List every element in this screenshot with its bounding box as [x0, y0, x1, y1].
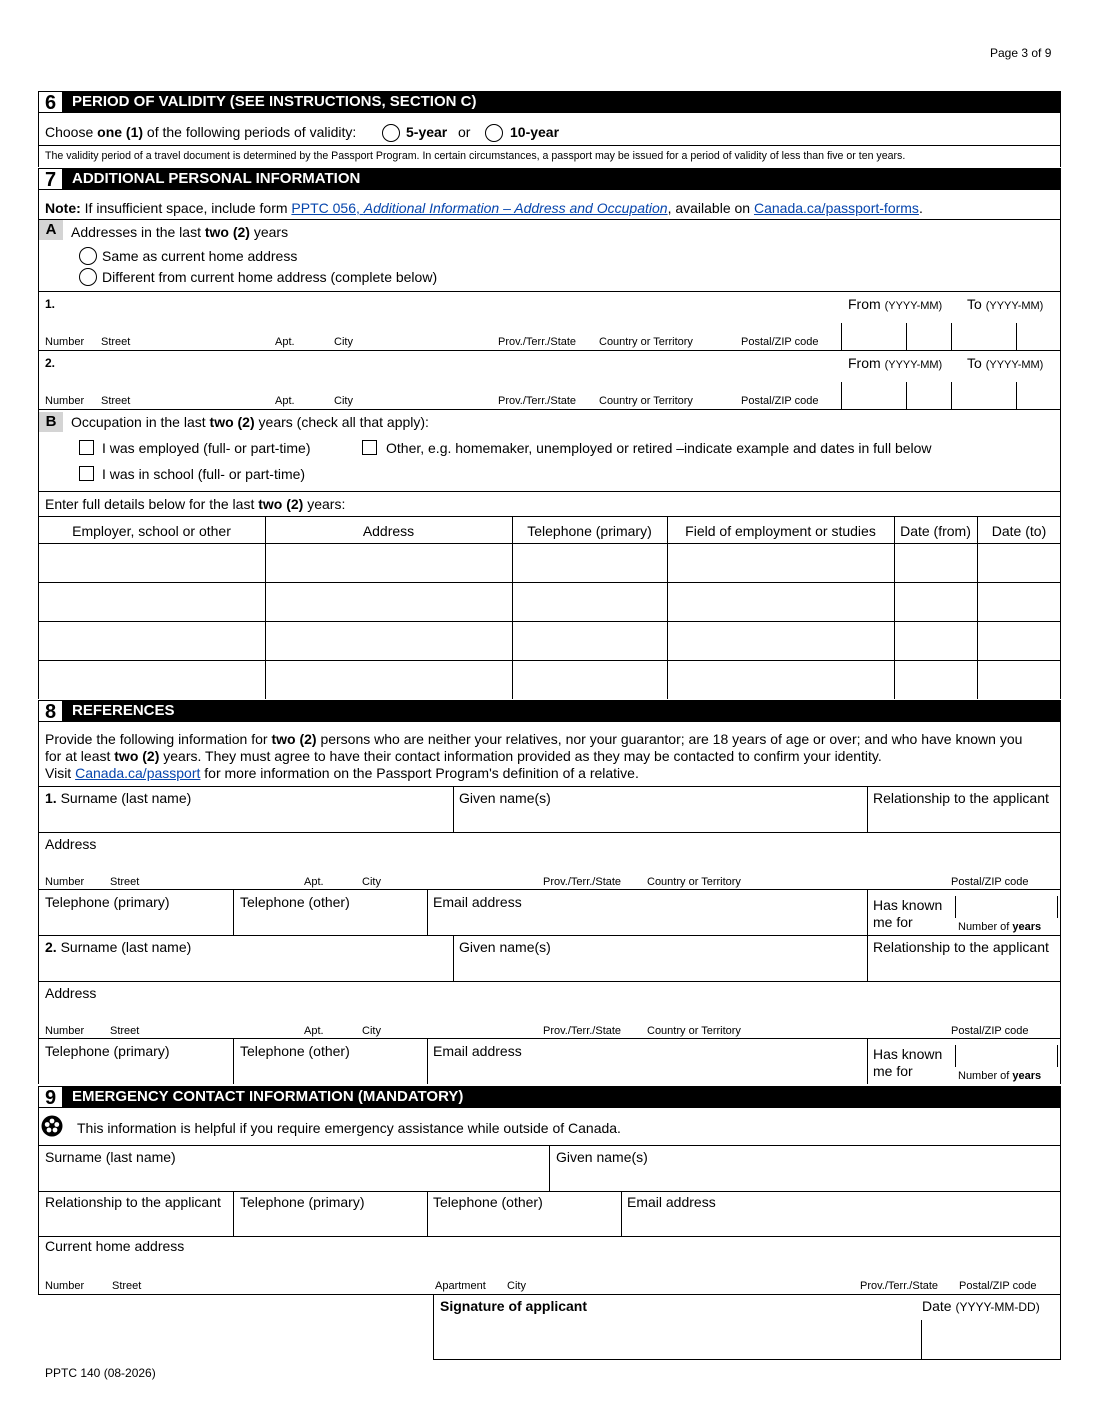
section-number: 8: [38, 700, 63, 722]
from-date-field[interactable]: [842, 382, 950, 408]
radio-same-address[interactable]: [79, 247, 97, 265]
asterisk-circle-icon: [41, 1115, 63, 1137]
addr-country-label: Country or Territory: [599, 395, 693, 407]
reference-surname-label: 2. Surname (last name): [45, 939, 192, 955]
reference-given-name-label: Given name(s): [459, 939, 551, 955]
checkbox-employed[interactable]: [79, 440, 94, 455]
address-row-number: 1.: [45, 297, 56, 311]
addr-postal-label: Postal/ZIP code: [741, 336, 819, 348]
emergency-info-text: This information is helpful if you require emergency assistance while outside of Canada.: [77, 1120, 621, 1136]
addr-postal-label: Postal/ZIP code: [951, 876, 1029, 888]
passport-forms-link[interactable]: Canada.ca/passport-forms: [753, 200, 919, 216]
section-title: PERIOD OF VALIDITY (SEE INSTRUCTIONS, SECTION C): [72, 93, 477, 110]
table-header: Field of employment or studies: [685, 523, 876, 539]
emergency-relationship-label: Relationship to the applicant: [45, 1194, 221, 1210]
table-cell[interactable]: [979, 545, 1059, 579]
from-label: From (YYYY-MM): [848, 355, 943, 371]
addr-street-label: Street: [101, 395, 131, 407]
addr-postal-label: Postal/ZIP code: [959, 1280, 1037, 1292]
reference-relationship-field[interactable]: [868, 955, 1059, 980]
reference-address-field[interactable]: [39, 852, 1059, 874]
has-known-label-2: me for: [873, 914, 913, 930]
from-label: From (YYYY-MM): [848, 296, 943, 312]
reference-relationship-field[interactable]: [868, 806, 1059, 831]
emergency-address-field[interactable]: [39, 1254, 1059, 1278]
table-cell[interactable]: [267, 623, 510, 657]
section-7-header: [38, 168, 1061, 190]
addr-postal-label: Postal/ZIP code: [741, 395, 819, 407]
addr-prov-label: Prov./Terr./State: [498, 336, 577, 348]
subsection-a-label: A: [39, 220, 63, 240]
addr-street-label: Street: [110, 876, 140, 888]
label-or: or: [458, 124, 471, 140]
checkbox-school[interactable]: [79, 466, 94, 481]
reference-surname-label: 1. Surname (last name): [45, 790, 192, 806]
signature-label: Signature of applicant: [440, 1298, 588, 1314]
table-cell[interactable]: [896, 545, 975, 579]
table-cell[interactable]: [896, 662, 975, 696]
occupation-heading: Occupation in the last two (2) years (check all that apply):: [71, 414, 429, 430]
table-cell[interactable]: [40, 662, 263, 696]
page-number: Page 3 of 9: [990, 46, 1052, 60]
other-label: Other, e.g. homemaker, unemployed or retired –indicate example and dates in full below: [386, 440, 932, 456]
label-10-year: 10-year: [510, 124, 560, 140]
reference-given-name-field[interactable]: [454, 806, 866, 831]
table-cell[interactable]: [267, 584, 510, 618]
table-cell[interactable]: [896, 623, 975, 657]
radio-different-address[interactable]: [79, 268, 97, 286]
reference-address-label: Address: [45, 836, 97, 852]
reference-relationship-label: Relationship to the applicant: [873, 790, 1049, 806]
reference-address-label: Address: [45, 985, 97, 1001]
table-header: Date (from): [900, 523, 971, 539]
addr-apt-label: Apt.: [275, 395, 295, 407]
emergency-tel-other-label: Telephone (other): [433, 1194, 543, 1210]
table-cell[interactable]: [40, 584, 263, 618]
addr-prov-label: Prov./Terr./State: [498, 395, 577, 407]
addr-city-label: City: [334, 336, 353, 348]
table-cell[interactable]: [267, 662, 510, 696]
reference-relationship-label: Relationship to the applicant: [873, 939, 1049, 955]
emergency-tel-primary-field[interactable]: [234, 1210, 426, 1235]
signature-field[interactable]: [434, 1316, 920, 1358]
reference-tel-primary-label: Telephone (primary): [45, 1043, 170, 1059]
reference-tel-other-label: Telephone (other): [240, 1043, 350, 1059]
to-label: To (YYYY-MM): [967, 296, 1044, 312]
table-cell[interactable]: [669, 584, 892, 618]
reference-tel-other-field[interactable]: [234, 910, 426, 934]
table-cell[interactable]: [979, 584, 1059, 618]
references-instruction-line2: for at least two (2) years. They must agree to have their contact information provided as they may be contacted to confirm your identity.: [45, 748, 882, 764]
table-cell[interactable]: [669, 545, 892, 579]
emergency-surname-field[interactable]: [39, 1163, 548, 1190]
emergency-email-field[interactable]: [622, 1210, 1059, 1235]
addr-apt-label: Apt.: [304, 1025, 324, 1037]
emergency-tel-primary-label: Telephone (primary): [240, 1194, 365, 1210]
section-title: EMERGENCY CONTACT INFORMATION (MANDATORY): [72, 1088, 464, 1105]
checkbox-other[interactable]: [362, 440, 377, 455]
to-date-field[interactable]: [952, 323, 1059, 349]
references-instruction-line3: Visit Canada.ca/passport for more information on the Passport Program's definition of a relative.: [45, 765, 639, 781]
validity-note: The validity period of a travel document is determined by the Passport Program. In certain circumstances, a passport may be issued for a period of validity of less than five or ten years.: [45, 150, 906, 162]
addr-street-label: Street: [101, 336, 131, 348]
same-address-label: Same as current home address: [102, 248, 298, 264]
section-number: 9: [38, 1086, 63, 1108]
section-6-header: [38, 91, 1061, 113]
number-of-years-label: Number of years: [958, 1070, 1042, 1082]
address-field[interactable]: [60, 295, 835, 339]
table-cell[interactable]: [896, 584, 975, 618]
table-header: Date (to): [991, 523, 1047, 539]
validity-instruction: Choose one (1) of the following periods of validity:: [45, 124, 357, 140]
addresses-heading: Addresses in the last two (2) years: [71, 224, 289, 240]
table-cell[interactable]: [979, 623, 1059, 657]
years-known-field[interactable]: [956, 896, 1056, 918]
references-instruction-line1: Provide the following information for two (2) persons who are neither your relatives, nor your guarantor; are 18 years of age or over; and who have known you: [45, 731, 1023, 747]
table-cell[interactable]: [40, 623, 263, 657]
table-cell[interactable]: [979, 662, 1059, 696]
date-label: Date (YYYY-MM-DD): [922, 1298, 1040, 1314]
addr-prov-label: Prov./Terr./State: [543, 1025, 622, 1037]
number-of-years-label: Number of years: [958, 921, 1042, 933]
reference-tel-primary-field[interactable]: [39, 1059, 232, 1083]
addr-country-label: Country or Territory: [647, 1025, 741, 1037]
reference-surname-field[interactable]: [39, 806, 452, 831]
section-number: 6: [38, 91, 63, 113]
to-date-field[interactable]: [952, 382, 1059, 408]
emergency-email-label: Email address: [627, 1194, 716, 1210]
reference-email-field[interactable]: [428, 1059, 866, 1083]
table-cell[interactable]: [514, 545, 665, 579]
reference-email-label: Email address: [433, 1043, 522, 1059]
reference-tel-primary-label: Telephone (primary): [45, 894, 170, 910]
addr-apt-label: Apt.: [275, 336, 295, 348]
table-cell[interactable]: [40, 545, 263, 579]
reference-address-field[interactable]: [39, 1001, 1059, 1023]
has-known-label: Has known: [873, 897, 943, 913]
has-known-label-2: me for: [873, 1063, 913, 1079]
passport-link[interactable]: Canada.ca/passport: [75, 765, 201, 781]
emergency-address-label: Current home address: [45, 1238, 185, 1254]
emergency-given-name-field[interactable]: [550, 1163, 1059, 1190]
reference-email-label: Email address: [433, 894, 522, 910]
reference-email-field[interactable]: [428, 910, 866, 934]
table-cell[interactable]: [267, 545, 510, 579]
addr-number-label: Number: [45, 876, 85, 888]
emergency-given-name-label: Given name(s): [556, 1149, 648, 1165]
addr-city-label: City: [362, 876, 381, 888]
reference-given-name-field[interactable]: [454, 955, 866, 980]
addr-postal-label: Postal/ZIP code: [951, 1025, 1029, 1037]
school-label: I was in school (full- or part-time): [102, 466, 306, 482]
reference-given-name-label: Given name(s): [459, 790, 551, 806]
subsection-b-label: B: [39, 412, 63, 432]
radio-5-year[interactable]: [382, 124, 400, 142]
addr-prov-label: Prov./Terr./State: [860, 1280, 939, 1292]
from-date-field[interactable]: [842, 323, 950, 349]
reference-tel-primary-field[interactable]: [39, 910, 232, 934]
emergency-surname-label: Surname (last name): [45, 1149, 176, 1165]
reference-surname-field[interactable]: [39, 955, 452, 980]
to-label: To (YYYY-MM): [967, 355, 1044, 371]
reference-tel-other-field[interactable]: [234, 1059, 426, 1083]
addr-apartment-label: Apartment: [435, 1280, 486, 1292]
signature-date-field[interactable]: [922, 1322, 1059, 1358]
employed-label: I was employed (full- or part-time): [102, 440, 311, 456]
addr-prov-label: Prov./Terr./State: [543, 876, 622, 888]
addr-city-label: City: [362, 1025, 381, 1037]
pptc-056-link[interactable]: PPTC 056, Additional Information – Address and Occupation: [291, 200, 668, 216]
table-cell[interactable]: [514, 623, 665, 657]
form-code: PPTC 140 (08-2026): [45, 1366, 156, 1380]
has-known-label: Has known: [873, 1046, 943, 1062]
years-known-field[interactable]: [956, 1045, 1056, 1067]
addr-number-label: Number: [45, 1280, 85, 1292]
addr-country-label: Country or Territory: [647, 876, 741, 888]
different-address-label: Different from current home address (complete below): [102, 269, 438, 285]
addr-number-label: Number: [45, 395, 85, 407]
emergency-tel-other-field[interactable]: [428, 1210, 620, 1235]
addr-street-label: Street: [112, 1280, 142, 1292]
section-9-header: [38, 1086, 1061, 1108]
table-cell[interactable]: [514, 662, 665, 696]
s7-note: Note: If insufficient space, include form PPTC 056, Additional Information – Address and Occupation, available on Canada.ca/passport-forms.: [45, 200, 923, 216]
address-field[interactable]: [60, 354, 835, 398]
radio-10-year[interactable]: [485, 124, 503, 142]
address-row-number: 2.: [45, 356, 56, 370]
label-5-year: 5-year: [406, 124, 448, 140]
section-8-header: [38, 700, 1061, 722]
addr-street-label: Street: [110, 1025, 140, 1037]
addr-country-label: Country or Territory: [599, 336, 693, 348]
addr-number-label: Number: [45, 336, 85, 348]
table-header: Telephone (primary): [527, 523, 652, 539]
table-header: Employer, school or other: [72, 523, 231, 539]
addr-number-label: Number: [45, 1025, 85, 1037]
emergency-relationship-field[interactable]: [39, 1210, 232, 1235]
table-header: Address: [362, 523, 415, 539]
addr-apt-label: Apt.: [304, 876, 324, 888]
section-title: ADDITIONAL PERSONAL INFORMATION: [72, 170, 361, 187]
section-title: REFERENCES: [72, 702, 175, 719]
section-number: 7: [38, 168, 63, 190]
reference-tel-other-label: Telephone (other): [240, 894, 350, 910]
details-instruction: Enter full details below for the last two (2) years:: [45, 496, 346, 512]
table-cell[interactable]: [514, 584, 665, 618]
table-cell[interactable]: [669, 623, 892, 657]
addr-city-label: City: [334, 395, 353, 407]
addr-city-label: City: [507, 1280, 526, 1292]
table-cell[interactable]: [669, 662, 892, 696]
